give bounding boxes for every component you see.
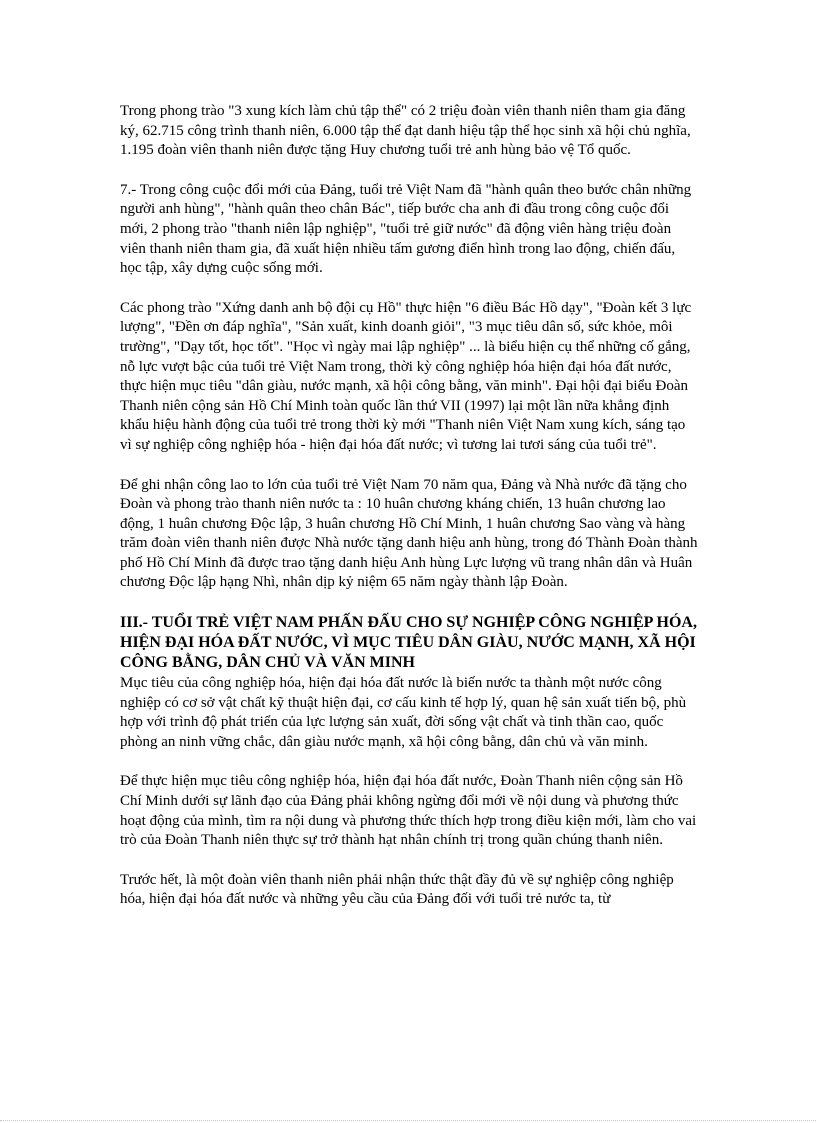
paragraph-first-of-all: Trước hết, là một đoàn viên thanh niên phải nhận thức thật đầy đủ về sự nghiệp công nghiệp hóa, hiện đại hóa đất nước và những yêu cầu của Đảng đối với tuổi trẻ nước ta, từ [120,871,674,908]
paragraph-industrialization-goal: Mục tiêu của công nghiệp hóa, hiện đại hóa đất nước là biến nước ta thành một nước công nghiệp có cơ sở vật chất kỹ thuật hiện đại, cơ cấu kinh tế hợp lý, quan hệ sản xuất tiến bộ, phù hợp với trình độ phát triển của lực lượng sản xuất, đời sống vật chất và tinh thần cao, quốc phòng an ninh vững chắc, dân giàu nước mạnh, xã hội công bằng, dân chủ và văn minh. [120,675,687,750]
paragraph-item-7: 7.- Trong công cuộc đổi mới của Đảng, tuổi trẻ Việt Nam đã "hành quân theo bước chân những người anh hùng", "hành quân theo chân Bác", tiếp bước cha anh đi đầu trong công cuộc đổi mới, 2 phong trào "thanh niên lập nghiệp", "tuổi trẻ giữ nước" đã động viên hàng triệu đoàn viên thanh niên tham gia, đã xuất hiện nhiều tấm gương điển hình trong lao động, chiến đấu, học tập, xây dựng cuộc sống mới. [120,181,692,277]
paragraph-awards: Để ghi nhận công lao to lớn của tuổi trẻ Việt Nam 70 năm qua, Đảng và Nhà nước đã tặng cho Đoàn và phong trào thanh niên nước ta : 10 huân chương kháng chiến, 13 huân chương lao động, 1 huân chương Độc lập, 3 huân chương Hồ Chí Minh, 1 huân chương Sao vàng và hàng trăm đoàn viên thanh niên được Nhà nước tặng danh hiệu anh hùng, trong đó Thành Đoàn thành phố Hồ Chí Minh đã được trao tặng danh hiệu Anh hùng Lực lượng vũ trang nhân dân và Huân chương Độc lập hạng Nhì, nhân dịp kỷ niệm 65 năm ngày thành lập Đoàn. [120,476,698,591]
section-heading-iii: III.- TUỔI TRẺ VIỆT NAM PHẤN ĐẤU CHO SỰ NGHIỆP CÔNG NGHIỆP HÓA, HIỆN ĐẠI HÓA ĐẤT NƯỚC, VÌ MỤC TIÊU DÂN GIÀU, NƯỚC MẠNH, XÃ HỘI CÔNG BẰNG, DÂN CHỦ VÀ VĂN MINH [120,614,697,672]
page-bottom-divider [0,1119,816,1121]
paragraph-youth-campaign: Trong phong trào "3 xung kích làm chủ tập thể" có 2 triệu đoàn viên thanh niên tham gia đăng ký, 62.715 công trình thanh niên, 6.000 tập thể đạt danh hiệu tập thể học sinh xã hội chủ nghĩa, 1.195 đoàn viên thanh niên được tặng Huy chương tuổi trẻ anh hùng bảo vệ Tổ quốc. [120,103,691,159]
paragraph-movements: Các phong trào "Xứng danh anh bộ đội cụ Hồ" thực hiện "6 điều Bác Hồ dạy", "Đoàn kết 3 lực lượng", "Đền ơn đáp nghĩa", "Sản xuất, kinh doanh giỏi", "3 mục tiêu dân số, sức khỏe, môi trường", "Dạy tốt, học tốt". "Học vì ngày mai lập nghiệp" ... là biểu hiện cụ thể những cố gắng, nỗ lực vượt bậc của tuổi trẻ Việt Nam trong, thời kỳ công nghiệp hóa hiện đại hóa đất nước, thực hiện mục tiêu "dân giàu, nước mạnh, xã hội công bằng, văn minh". Đại hội đại biểu Đoàn Thanh niên cộng sản Hồ Chí Minh toàn quốc lần thứ VII (1997) lại một lần nữa khẳng định khẩu hiệu hành động của tuổi trẻ trong thời kỳ mới "Thanh niên Việt Nam xung kích, sáng tạo vì sự nghiệp công nghiệp hóa - hiện đại hóa đất nước; vì tương lai tươi sáng của tuổi trẻ". [120,299,692,453]
paragraph-union-renewal: Để thực hiện mục tiêu công nghiệp hóa, hiện đại hóa đất nước, Đoàn Thanh niên cộng sản Hồ Chí Minh dưới sự lãnh đạo của Đảng phải không ngừng đổi mới về nội dung và phương thức hoạt động của mình, tìm ra nội dung và phương thức thích hợp trong điều kiện mới, làm cho vai trò của Đoàn Thanh niên thực sự trở thành hạt nhân chính trị trong quần chúng thanh niên. [120,773,697,849]
document-page [120,102,700,930]
